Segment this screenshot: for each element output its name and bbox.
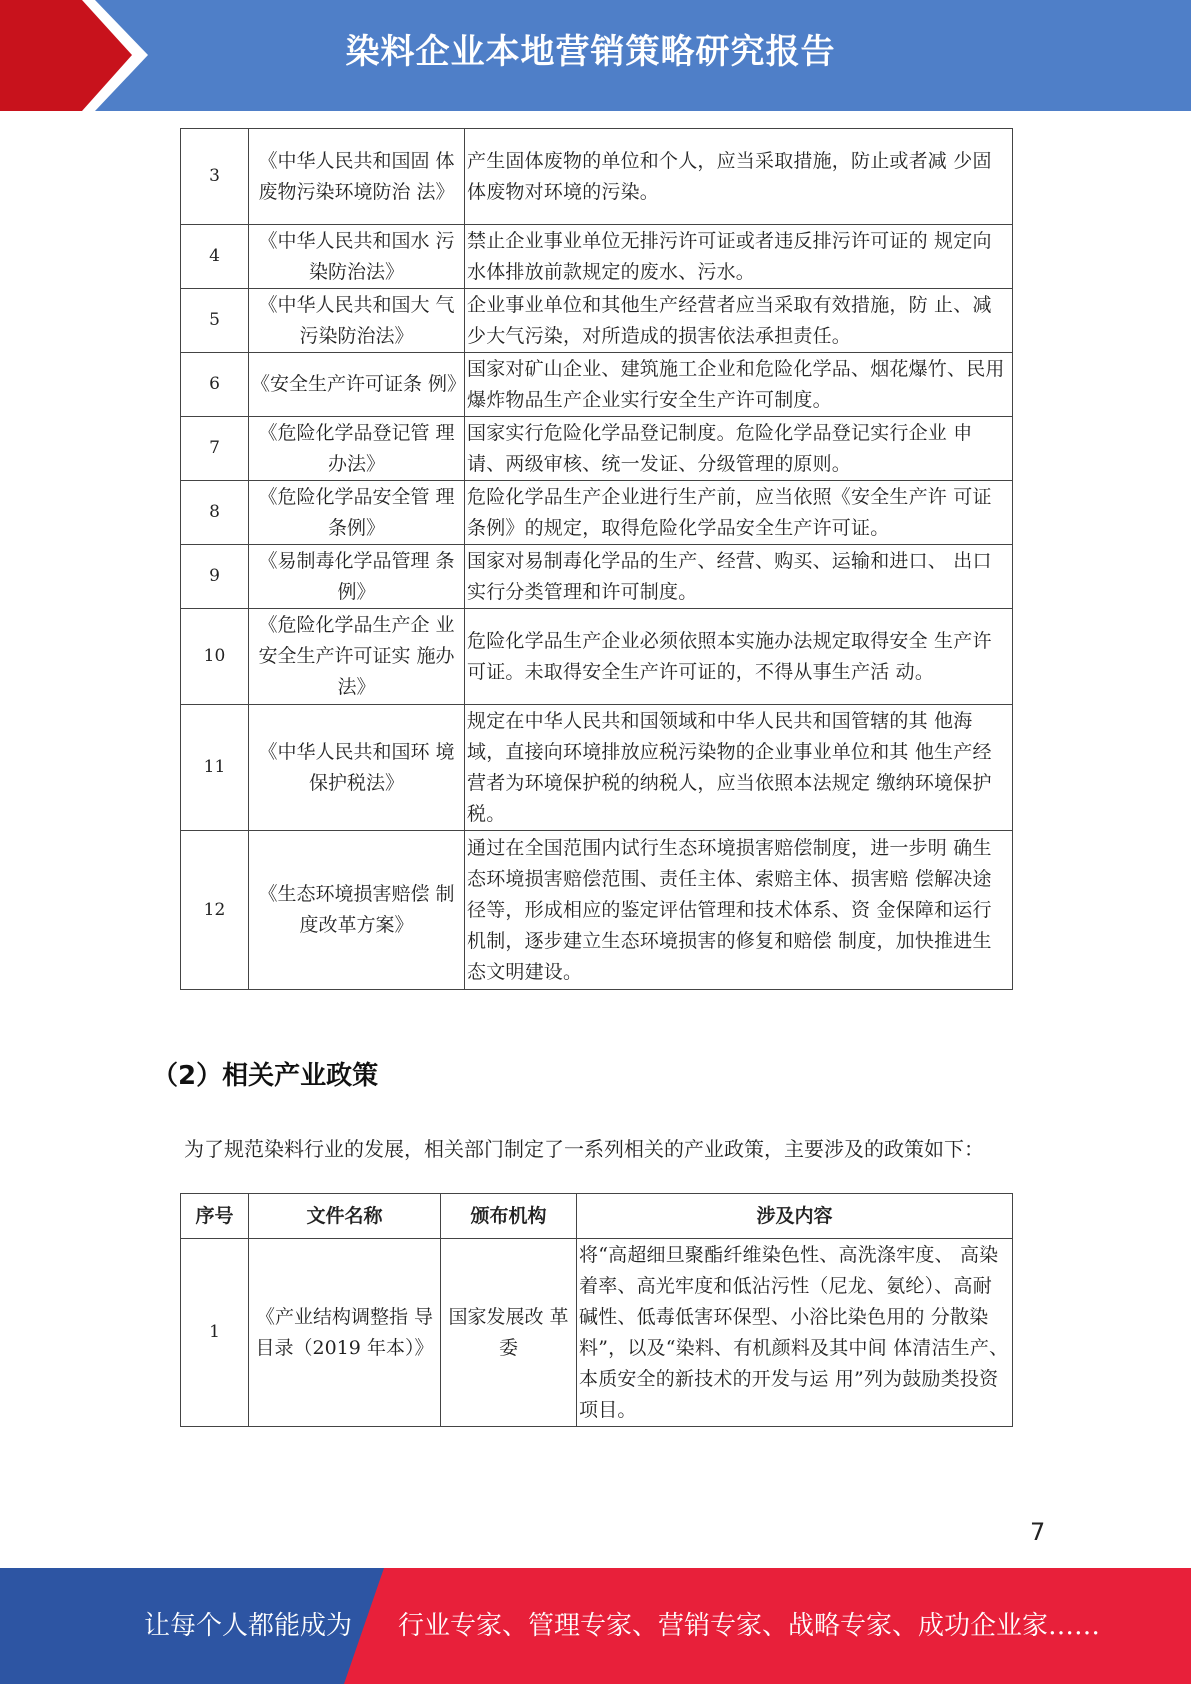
- table-row: [181, 289, 1013, 353]
- footer-slogan-right: 行业专家、管理专家、营销专家、战略专家、成功企业家……: [398, 1611, 1101, 1641]
- policy-content: 将“高超细旦聚酯纤维染色性、高洗涤牢度、 高染着率、高光牢度和低沾污性（尼龙、氨纶）、高耐碱性、低毒低害环保型、小浴比染色用的 分散染料”，以及“染料、有机颜料及其中间 体清洁生产、本质安全的新技术的开发与运 用”列为鼓励类投资项目。: [577, 1239, 1013, 1427]
- footer-slogan-left: 让每个人都能成为: [144, 1611, 353, 1641]
- table-header-row: [181, 1194, 1013, 1239]
- law-content: 通过在全国范围内试行生态环境损害赔偿制度，进一步明 确生态环境损害赔偿范围、责任主体、索赔主体、损害赔 偿解决途径等，形成相应的鉴定评估管理和技术体系、资 金保障和运行机制，逐步建立生态环境损害的修复和赔偿 制度，加快推进生态文明建设。: [465, 831, 1013, 990]
- law-name: 《危险化学品生产企 业安全生产许可证实 施办法》: [249, 609, 465, 705]
- law-name: 《中华人民共和国大 气污染防治法》: [249, 289, 465, 353]
- policy-table: [180, 1193, 1013, 1427]
- table-row: [181, 545, 1013, 609]
- table-row: [181, 705, 1013, 831]
- table-row: [181, 1239, 1013, 1427]
- law-content: 企业事业单位和其他生产经营者应当采取有效措施，防 止、减少大气污染，对所造成的损害依法承担责任。: [465, 289, 1013, 353]
- law-name: 《危险化学品登记管 理办法》: [249, 417, 465, 481]
- page-number: 7: [1030, 1518, 1046, 1546]
- law-content: 禁止企业事业单位无排污许可证或者违反排污许可证的 规定向水体排放前款规定的废水、污水。: [465, 225, 1013, 289]
- column-header: 颁布机构: [441, 1194, 577, 1239]
- table-row: [181, 481, 1013, 545]
- policy-agency: 国家发展改 革委: [441, 1239, 577, 1427]
- row-number: 8: [181, 481, 249, 545]
- policy-name: 《产业结构调整指 导目录（2019 年本）》: [249, 1239, 441, 1427]
- law-name: 《危险化学品安全管 理条例》: [249, 481, 465, 545]
- row-number: 7: [181, 417, 249, 481]
- column-header: 涉及内容: [577, 1194, 1013, 1239]
- law-name: 《中华人民共和国水 污染防治法》: [249, 225, 465, 289]
- row-number: 11: [181, 705, 249, 831]
- law-content: 规定在中华人民共和国领域和中华人民共和国管辖的其 他海域，直接向环境排放应税污染物的企业事业单位和其 他生产经营者为环境保护税的纳税人，应当依照本法规定 缴纳环境保护税。: [465, 705, 1013, 831]
- table-row: [181, 129, 1013, 225]
- law-content: 国家对矿山企业、建筑施工企业和危险化学品、烟花爆竹、民用爆炸物品生产企业实行安全生产许可制度。: [465, 353, 1013, 417]
- law-content: 国家对易制毒化学品的生产、经营、购买、运输和进口、 出口实行分类管理和许可制度。: [465, 545, 1013, 609]
- law-name: 《易制毒化学品管理 条例》: [249, 545, 465, 609]
- section-title: （2）相关产业政策: [152, 1061, 379, 1091]
- laws-table: [180, 128, 1013, 990]
- row-number: 6: [181, 353, 249, 417]
- page-header: [0, 0, 1191, 111]
- table-row: [181, 417, 1013, 481]
- law-name: 《生态环境损害赔偿 制度改革方案》: [249, 831, 465, 990]
- law-content: 国家实行危险化学品登记制度。危险化学品登记实行企业 申请、两级审核、统一发证、分级管理的原则。: [465, 417, 1013, 481]
- intro-paragraph: 为了规范染料行业的发展，相关部门制定了一系列相关的产业政策，主要涉及的政策如下：: [184, 1137, 984, 1161]
- law-content: 危险化学品生产企业进行生产前，应当依照《安全生产许 可证条例》的规定，取得危险化学品安全生产许可证。: [465, 481, 1013, 545]
- row-number: 10: [181, 609, 249, 705]
- report-title: 染料企业本地营销策略研究报告: [345, 32, 836, 72]
- row-number: 9: [181, 545, 249, 609]
- law-content: 产生固体废物的单位和个人，应当采取措施，防止或者减 少固体废物对环境的污染。: [465, 129, 1013, 225]
- law-name: 《安全生产许可证条 例》: [249, 353, 465, 417]
- table-row: [181, 225, 1013, 289]
- row-number: 3: [181, 129, 249, 225]
- row-number: 5: [181, 289, 249, 353]
- column-header: 文件名称: [249, 1194, 441, 1239]
- row-number: 4: [181, 225, 249, 289]
- row-number: 1: [181, 1239, 249, 1427]
- column-header: 序号: [181, 1194, 249, 1239]
- law-name: 《中华人民共和国环 境保护税法》: [249, 705, 465, 831]
- page-footer: [0, 1568, 1191, 1684]
- law-name: 《中华人民共和国固 体废物污染环境防治 法》: [249, 129, 465, 225]
- red-arrow-icon: [0, 0, 150, 111]
- table-row: [181, 353, 1013, 417]
- law-content: 危险化学品生产企业必须依照本实施办法规定取得安全 生产许可证。未取得安全生产许可证的，不得从事生产活 动。: [465, 609, 1013, 705]
- table-row: [181, 609, 1013, 705]
- table-row: [181, 831, 1013, 990]
- row-number: 12: [181, 831, 249, 990]
